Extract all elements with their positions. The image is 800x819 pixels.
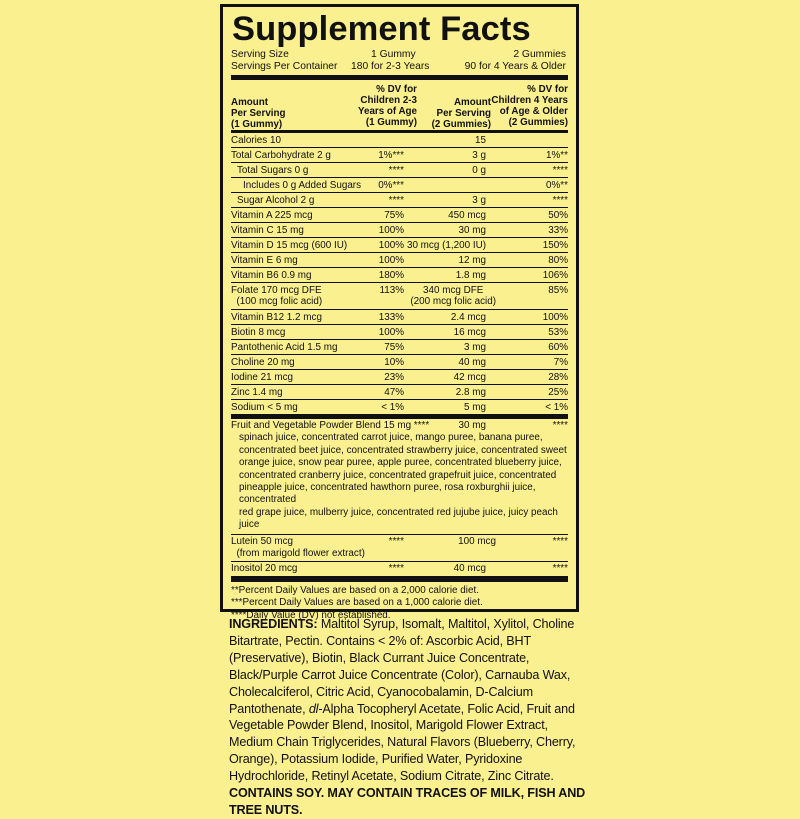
ingredients-statement [229,616,589,819]
dv-adult: **** [552,536,568,548]
servings-child: 180 for 2-3 Years [351,61,430,72]
nutrient-name: Vitamin D 15 mcg (600 IU) [231,239,348,251]
dv-child: 100% [378,239,404,251]
amount-adult: 5 mg [464,401,486,413]
dv-adult: < 1% [545,401,568,413]
dv-child: 75% [384,341,404,353]
blend-line: spinach juice, concentrated carrot juice, mango puree, banana puree, [239,432,543,444]
dv-adult: 28% [548,371,568,383]
nutrient-name: Biotin 8 mcg [231,326,286,338]
nutrient-row [231,223,568,238]
serving-size-child: 1 Gummy [371,49,416,60]
nutrient-row [231,385,568,400]
dv-child: 100% [378,224,404,236]
nutrient-row [231,400,568,415]
dv-adult: **** [552,194,568,206]
nutrient-name: Vitamin B6 0.9 mg [231,269,312,281]
nutrient-name: Pantothenic Acid 1.5 mg [231,341,338,353]
blend-line: concentrated beet juice, concentrated strawberry juice, concentrated sweet [239,444,567,456]
blend-dv: **** [552,420,568,431]
dv-adult: 80% [548,254,568,266]
nutrient-row [231,148,568,163]
blend-amount: 30 mg [458,420,486,431]
serving-size-label: Serving Size [231,49,289,60]
fruit-vegetable-blend [231,419,568,535]
amount-adult: 100 mcg [458,536,496,548]
dv-adult: 60% [548,341,568,353]
dv-adult: 1%** [546,149,568,161]
nutrient-name: Choline 20 mg [231,356,295,368]
nutrient-name: Vitamin C 15 mg [231,224,304,236]
ingredients-label: INGREDIENTS: [229,617,318,631]
footnote: ****Daily Value (DV) not established. [231,610,391,622]
header-dv-child: % DV for Children 2-3 Years of Age (1 Gummy) [358,84,417,128]
amount-adult: 0 g [472,164,486,176]
amount-adult: 40 mg [458,356,486,368]
nutrient-row [231,310,568,325]
nutrient-name: Total Sugars 0 g [237,164,309,176]
nutrient-rows [231,133,568,415]
dv-adult: **** [552,563,568,575]
allergen-statement: CONTAINS SOY. MAY CONTAIN TRACES OF MILK, FISH AND TREE NUTS. [229,786,586,817]
nutrient-rows-2 [231,535,568,577]
dv-adult: 33% [548,224,568,236]
nutrient-name: Lutein 50 mcg (from marigold flower extract) [231,536,365,559]
nutrient-name: Folate 170 mcg DFE (100 mcg folic acid) [231,284,323,307]
dv-child: 47% [384,386,404,398]
ingredients-text-1: Maltitol Syrup, Isomalt, Maltitol, Xylitol, Choline Bitartrate, Pectin. Contains < 2% of: Ascorbic Acid, BHT (Preservative), Biotin, Black Currant Juice Concentrate, Black/Purple Carrot Juice Concentrate (Color), Carnauba Wax, Cholecalciferol, Citric Acid, Cyanocobalamin, D-Calcium Pantothenate, [229,617,575,716]
nutrient-name: Vitamin E 6 mg [231,254,298,266]
nutrient-name: Zinc 1.4 mg [231,386,283,398]
dv-child: 75% [384,209,404,221]
supplement-facts-panel [220,4,579,622]
header-amount-child: Amount Per Serving (1 Gummy) [231,97,286,130]
servings-label: Servings Per Container [231,61,338,72]
amount-adult: 3 g [472,194,486,206]
amount-adult: 30 mg [458,224,486,236]
dv-child: 113% [379,284,404,296]
nutrient-name: Sodium < 5 mg [231,401,298,413]
amount-adult: 3 g [472,149,486,161]
dv-child: < 1% [381,401,404,413]
dv-adult: 25% [548,386,568,398]
nutrient-row [231,238,568,253]
ingredients-text-2: -Alpha Tocopheryl Acetate, Folic Acid, Fruit and Vegetable Powder Blend, Inositol, Marigold Flower Extract, Medium Chain Triglycerides, Natural Flavors (Blueberry, Cherry, Orange), Potassium Iodide, Purified Water, Pyridoxine Hydrochloride, Retinyl Acetate, Sodium Citrate, Zinc Citrate. [229,701,576,784]
nutrient-row [231,370,568,385]
nutrient-name: Vitamin A 225 mcg [231,209,313,221]
nutrient-row [231,208,568,223]
blend-line: orange juice, snow pear puree, apple puree, concentrated blueberry juice, [239,457,562,469]
footnote: ***Percent Daily Values are based on a 1,000 calorie diet. [231,597,483,609]
nutrient-row [231,268,568,283]
nutrient-name: Sugar Alcohol 2 g [237,194,315,206]
header-amount-adult: Amount Per Serving (2 Gummies) [431,97,491,130]
dv-adult: 0%** [546,179,568,191]
nutrient-row [231,325,568,340]
nutrient-name: Total Carbohydrate 2 g [231,149,331,161]
nutrient-row [231,178,568,193]
amount-adult: 3 mg [464,341,486,353]
blend-ingredients [231,432,568,531]
dv-adult: 50% [548,209,568,221]
dv-child: 133% [378,311,404,323]
nutrient-name: Calories 10 [231,134,281,146]
blend-line: concentrated cranberry juice, concentrated grapefruit juice, concentrated [239,469,557,481]
amount-adult: 450 mcg [448,209,486,221]
serving-size-adult: 2 Gummies [513,49,566,60]
amount-adult: 340 mcg DFE (200 mcg folic acid) [410,284,496,307]
amount-adult: 1.8 mg [455,269,486,281]
amount-adult: 12 mg [458,254,486,266]
amount-adult: 40 mcg [453,563,486,575]
nutrient-row [231,340,568,355]
serving-size-row [231,49,568,61]
dv-adult: 106% [542,269,568,281]
nutrient-row [231,283,568,310]
nutrient-row [231,253,568,268]
amount-adult: 2.4 mcg [450,311,486,323]
nutrient-row [231,355,568,370]
servings-per-container-row [231,61,568,73]
dv-child: 180% [378,269,404,281]
dv-adult: 85% [548,284,568,296]
dv-child: 100% [378,254,404,266]
nutrient-name: Iodine 21 mcg [231,371,294,383]
amount-adult: 16 mcg [453,326,486,338]
dv-child: **** [388,194,404,206]
dv-adult: 150% [542,239,568,251]
dv-child: 1%*** [378,149,404,161]
panel-title: Supplement Facts [232,10,531,48]
dv-adult: 7% [553,356,568,368]
servings-adult: 90 for 4 Years & Older [464,61,566,72]
blend-line: pineapple juice, concentrated hawthorn puree, rosa roxburghii juice, concentrated [239,482,536,506]
blend-name: Fruit and Vegetable Powder Blend 15 mg **** [231,420,430,431]
column-headers [231,80,568,130]
nutrient-name: Includes 0 g Added Sugars [243,179,362,191]
dv-adult: 100% [542,311,568,323]
nutrient-row [231,133,568,148]
nutrient-name: Vitamin B12 1.2 mcg [231,311,322,323]
dv-child: **** [388,164,404,176]
amount-adult: 30 mcg (1,200 IU) [406,239,486,251]
header-dv-adult: % DV for Children 4 Years of Age & Older (2 Gummies) [491,84,568,128]
nutrient-row [231,163,568,178]
amount-adult: 15 [475,134,486,146]
dv-child: 23% [384,371,404,383]
nutrient-name: Inositol 20 mcg [231,563,298,575]
nutrient-row [231,193,568,208]
footnote: **Percent Daily Values are based on a 2,000 calorie diet. [231,584,479,596]
dv-adult: 53% [548,326,568,338]
ingredients-italic: dl [308,701,319,716]
dv-adult: **** [552,164,568,176]
amount-adult: 42 mcg [453,371,486,383]
dv-child: **** [388,536,404,548]
amount-adult: 2.8 mg [455,386,486,398]
nutrient-row [231,535,568,562]
dv-child: **** [388,563,404,575]
blend-line: red grape juice, mulberry juice, concentrated red jujube juice, juicy peach juice [239,506,558,531]
dv-child: 100% [378,326,404,338]
dv-child: 0%*** [378,179,404,191]
dv-child: 10% [384,356,404,368]
nutrient-row [231,562,568,577]
